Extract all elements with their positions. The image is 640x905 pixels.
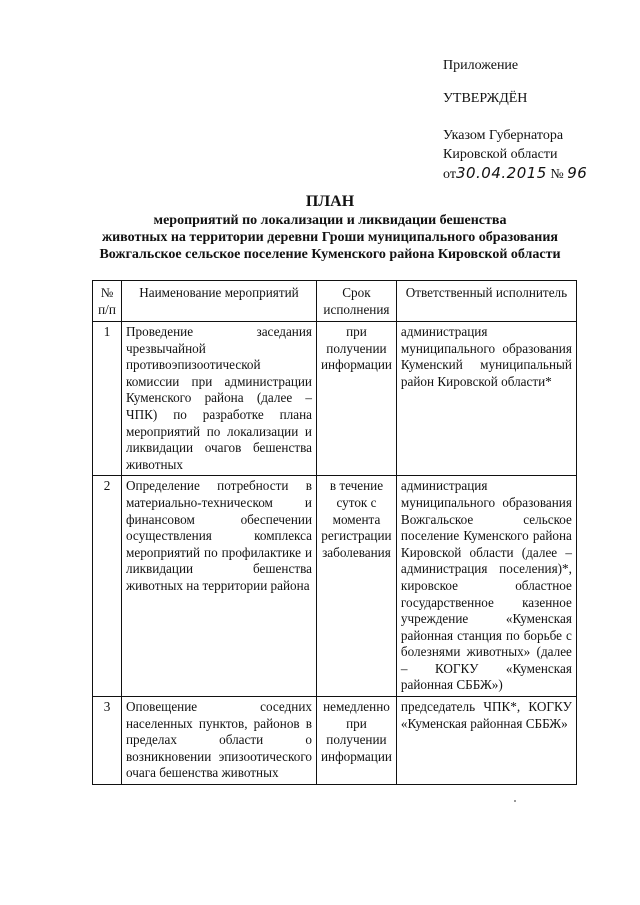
header-name: Наименование мероприятий (122, 281, 317, 322)
row-term: немедленно при получении информации (317, 697, 397, 785)
header-responsible: Ответственный исполнитель (396, 281, 576, 322)
number-sign: № (550, 167, 564, 182)
plan-heading: ПЛАН (305, 193, 355, 210)
row-name: Оповещение соседних населенных пунктов, районов в пределах области о возникновении эпизоотического очага бешенства животных (122, 697, 317, 785)
table-row (93, 322, 577, 476)
row-num: 2 (93, 476, 122, 697)
region-line: Кировской области (443, 147, 558, 162)
decree-number: 96 (567, 164, 588, 182)
header-term: Срок исполнения (317, 281, 397, 322)
row-name: Проведение заседания чрезвычайной противоэпизоотической комиссии при администрации Куменского района (далее – ЧПК) по разработке плана мероприятий по локализации и ликвидации очагов бешенства животных (122, 322, 317, 476)
table-header-row (93, 281, 577, 322)
row-responsible: администрация муниципального образования Вожгальское сельское поселение Куменского района Кировской области (далее – администрация поселения)*, кировское областное государственное казенное учреждение «Куменская районная станция по борьбе с болезнями животных» (далее – КОГКУ «Куменская районная СББЖ») (396, 476, 576, 697)
row-num: 3 (93, 697, 122, 785)
row-responsible: председатель ЧПК*, КОГКУ «Куменская районная СББЖ» (396, 697, 576, 785)
plan-table (92, 280, 577, 785)
row-num: 1 (93, 322, 122, 476)
decree-date: 30.04.2015 (455, 164, 547, 182)
date-prefix: от (443, 167, 456, 182)
row-name: Определение потребности в материально-техническом и финансовом обеспечении осуществления комплекса мероприятий по профилактике и ликвидации бешенства животных на территории района (122, 476, 317, 697)
approval-block (443, 56, 623, 184)
row-responsible: администрация муниципального образования Куменский муниципальный район Кировской области* (396, 322, 576, 476)
decree-date-line (443, 164, 623, 184)
plan-subtitle-line-2: животных на территории деревни Гроши муниципального образования (101, 230, 559, 245)
plan-subtitle-line-1: мероприятий по локализации и ликвидации бешенства (153, 213, 507, 228)
row-term: при получении информации (317, 322, 397, 476)
row-term: в течение суток с момента регистрации заболевания (317, 476, 397, 697)
plan-title-block (40, 192, 620, 263)
decree-line: Указом Губернатора (443, 128, 564, 143)
approved-label: УТВЕРЖДЁН (443, 91, 528, 106)
header-num: № п/п (93, 281, 122, 322)
table-row (93, 476, 577, 697)
scan-speck (514, 800, 516, 802)
table-row (93, 697, 577, 785)
plan-subtitle-line-3: Вожгальское сельское поселение Куменского района Кировской области (99, 247, 561, 262)
appendix-label: Приложение (443, 58, 519, 73)
